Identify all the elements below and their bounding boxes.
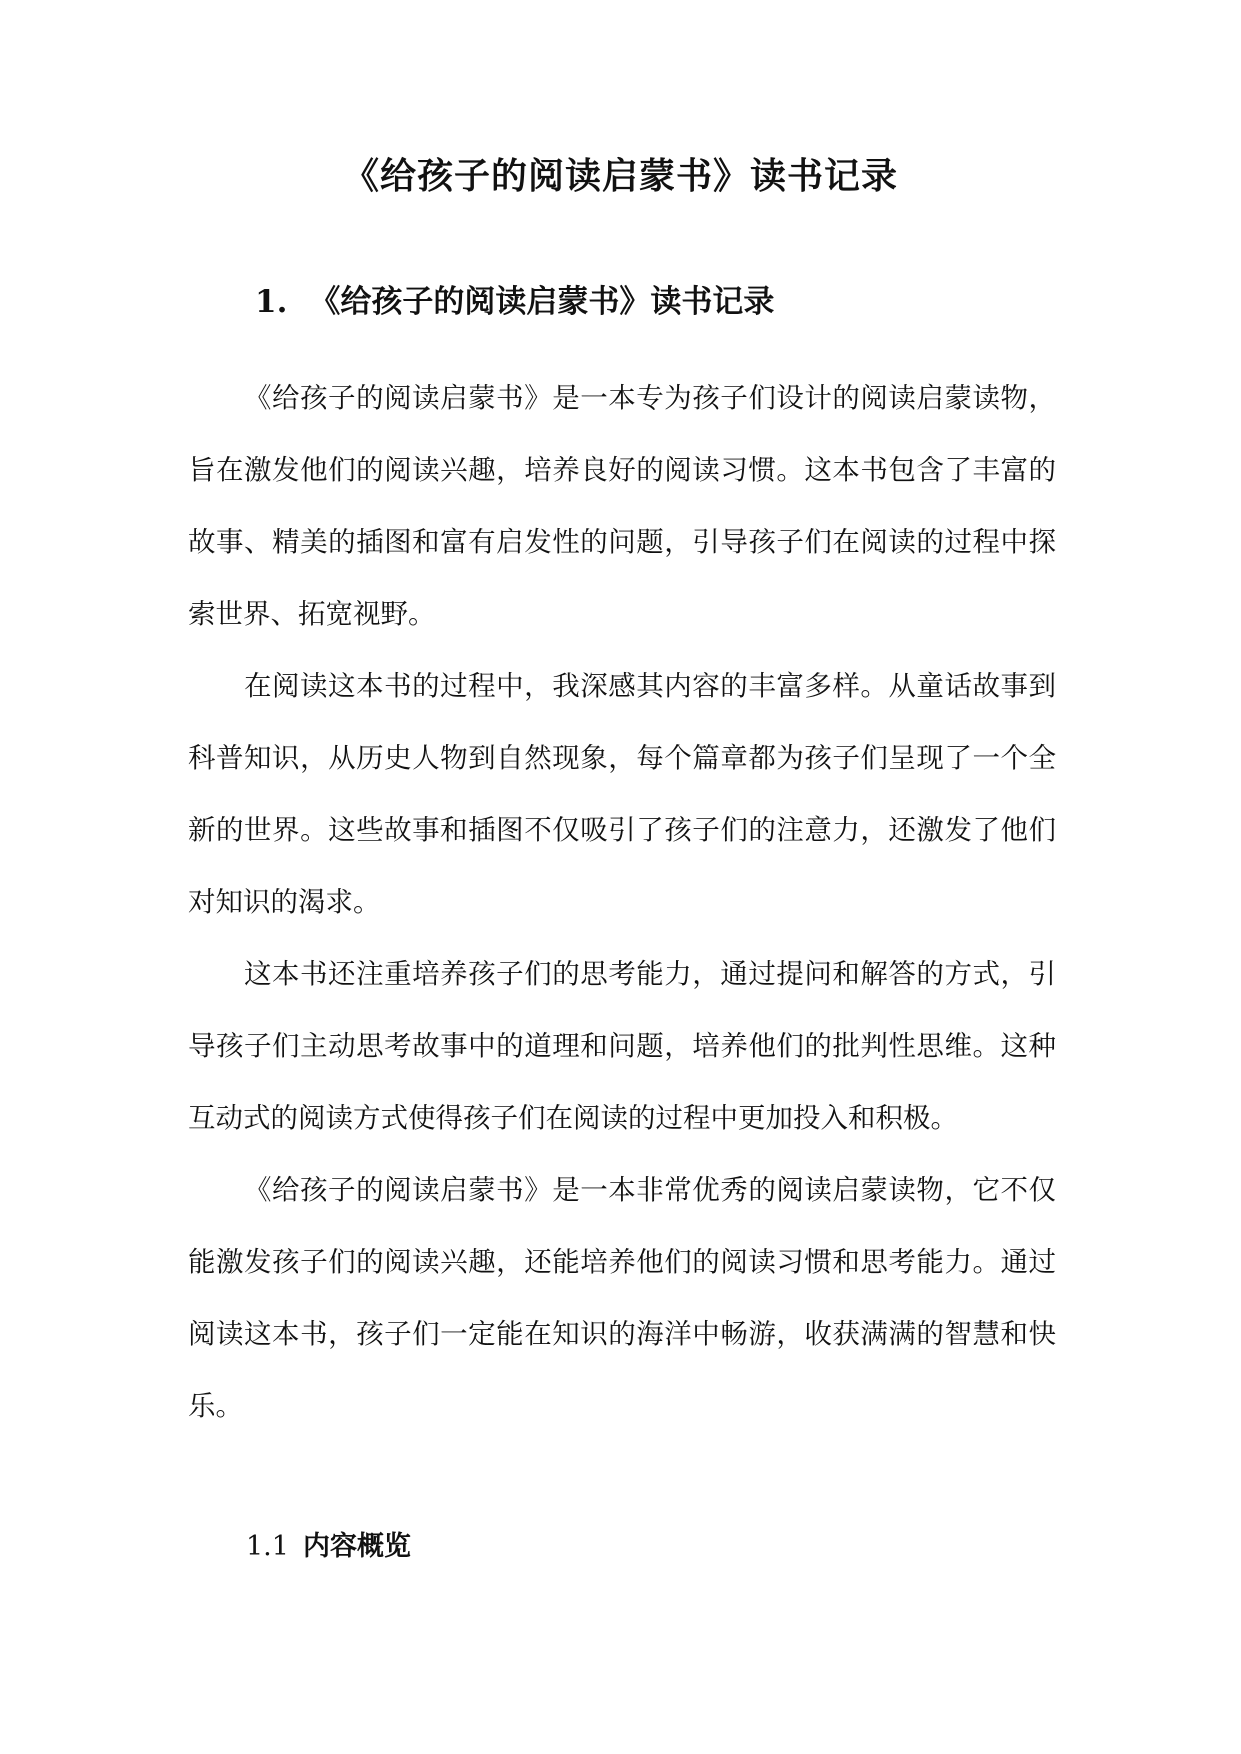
paragraph: 《给孩子的阅读启蒙书》是一本非常优秀的阅读启蒙读物，它不仅能激发孩子们的阅读兴趣，还能培养他们的阅读习惯和思考能力。通过阅读这本书，孩子们一定能在知识的海洋中畅游，收获满满的智慧和快乐。 [188,1174,1056,1422]
subsection-heading [246,1525,411,1569]
section-heading [255,278,774,326]
subsection-number: 1.1 [246,1531,289,1562]
body-text [188,362,1056,1442]
section-title: 《给孩子的阅读启蒙书》读书记录 [309,284,775,320]
subsection-title: 内容概览 [302,1531,411,1562]
paragraph: 这本书还注重培养孩子们的思考能力，通过提问和解答的方式，引导孩子们主动思考故事中的道理和问题，培养他们的批判性思维。这种互动式的阅读方式使得孩子们在阅读的过程中更加投入和积极。 [188,958,1056,1134]
section-number: 1. [255,284,288,320]
paragraph: 《给孩子的阅读启蒙书》是一本专为孩子们设计的阅读启蒙读物，旨在激发他们的阅读兴趣，培养良好的阅读习惯。这本书包含了丰富的故事、精美的插图和富有启发性的问题，引导孩子们在阅读的过程中探索世界、拓宽视野。 [188,382,1056,630]
document-title: 《给孩子的阅读启蒙书》读书记录 [342,155,898,197]
paragraph: 在阅读这本书的过程中，我深感其内容的丰富多样。从童话故事到科普知识，从历史人物到自然现象，每个篇章都为孩子们呈现了一个全新的世界。这些故事和插图不仅吸引了孩子们的注意力，还激发了他们对知识的渴求。 [188,670,1056,918]
